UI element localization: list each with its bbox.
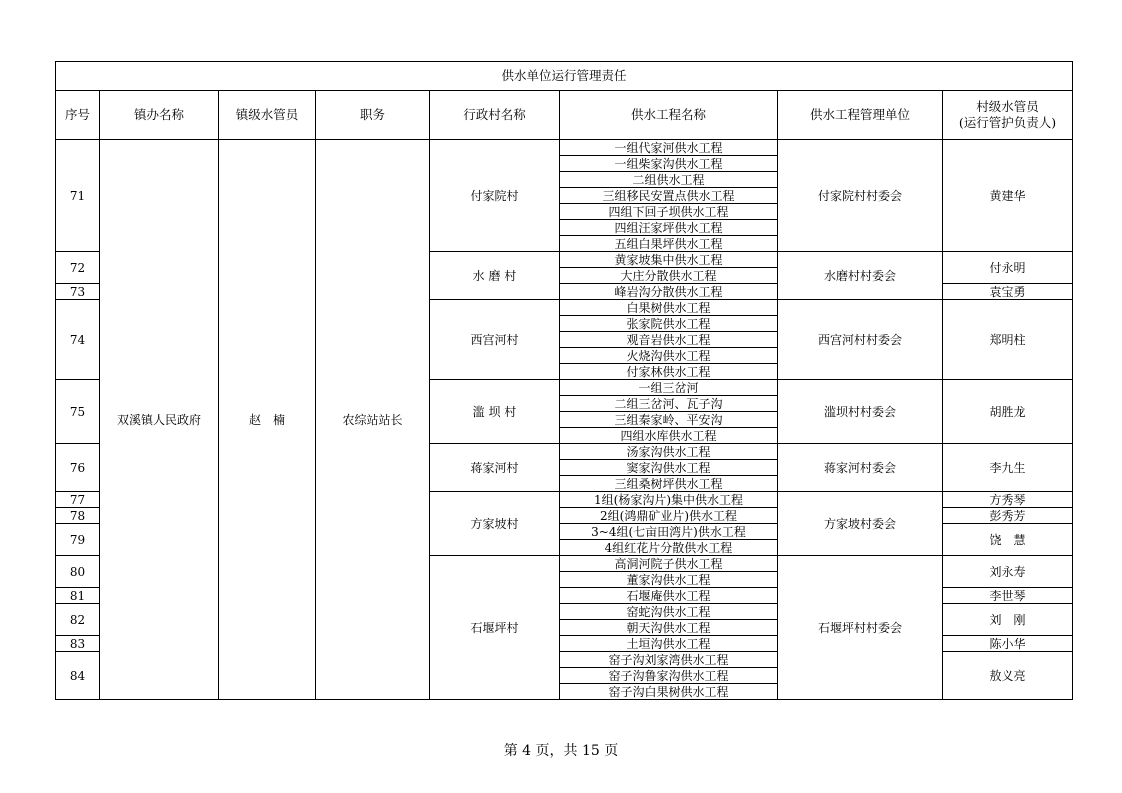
header-village-manager-line2: (运行管护负责人) xyxy=(958,115,1057,130)
project-cell: 1组(杨家沟片)集中供水工程 xyxy=(560,492,778,508)
village-cell: 方家坡村 xyxy=(430,492,560,556)
project-cell: 土垣沟供水工程 xyxy=(560,636,778,652)
project-cell: 窑子沟鲁家沟供水工程 xyxy=(560,668,778,684)
village-manager-cell: 郑明柱 xyxy=(943,300,1073,380)
seq-cell: 84 xyxy=(56,652,100,700)
project-cell: 窑子沟白果树供水工程 xyxy=(560,684,778,700)
project-cell: 窑蛇沟供水工程 xyxy=(560,604,778,620)
project-cell: 三组桑树坪供水工程 xyxy=(560,476,778,492)
project-cell: 窑子沟刘家湾供水工程 xyxy=(560,652,778,668)
project-cell: 付家林供水工程 xyxy=(560,364,778,380)
unit-cell: 石堰坪村村委会 xyxy=(778,556,943,700)
project-cell: 大庄分散供水工程 xyxy=(560,268,778,284)
seq-cell: 77 xyxy=(56,492,100,508)
seq-cell: 81 xyxy=(56,588,100,604)
project-cell: 四组水库供水工程 xyxy=(560,428,778,444)
town-manager-cell: 赵 楠 xyxy=(219,140,316,700)
project-cell: 三组移民安置点供水工程 xyxy=(560,188,778,204)
unit-cell: 水磨村村委会 xyxy=(778,252,943,300)
village-manager-cell: 袁宝勇 xyxy=(943,284,1073,300)
village-cell: 水 磨 村 xyxy=(430,252,560,300)
seq-cell: 72 xyxy=(56,252,100,284)
page-footer: 第 4 页，共 15 页 xyxy=(503,743,619,759)
seq-cell: 83 xyxy=(56,636,100,652)
town-name-cell: 双溪镇人民政府 xyxy=(100,140,219,700)
village-cell: 滥 坝 村 xyxy=(430,380,560,444)
water-supply-table xyxy=(55,61,1073,700)
project-cell: 观音岩供水工程 xyxy=(560,332,778,348)
seq-cell: 75 xyxy=(56,380,100,444)
project-cell: 四组汪家坪供水工程 xyxy=(560,220,778,236)
village-manager-cell: 胡胜龙 xyxy=(943,380,1073,444)
seq-cell: 71 xyxy=(56,140,100,252)
header-village-manager xyxy=(943,91,1073,140)
village-cell: 蒋家河村 xyxy=(430,444,560,492)
project-cell: 汤家沟供水工程 xyxy=(560,444,778,460)
unit-cell: 方家坡村委会 xyxy=(778,492,943,556)
position-cell: 农综站站长 xyxy=(316,140,430,700)
seq-cell: 79 xyxy=(56,524,100,556)
header-village-manager-line1: 村级水管员 xyxy=(976,99,1039,114)
unit-cell: 蒋家河村委会 xyxy=(778,444,943,492)
project-cell: 石堰庵供水工程 xyxy=(560,588,778,604)
seq-cell: 73 xyxy=(56,284,100,300)
project-cell: 一组柴家沟供水工程 xyxy=(560,156,778,172)
project-cell: 2组(鸿鼎矿业片)供水工程 xyxy=(560,508,778,524)
header-position: 职务 xyxy=(316,91,430,140)
header-seq: 序号 xyxy=(56,91,100,140)
header-town-manager: 镇级水管员 xyxy=(219,91,316,140)
project-cell: 朝天沟供水工程 xyxy=(560,620,778,636)
project-cell: 二组供水工程 xyxy=(560,172,778,188)
header-village: 行政村名称 xyxy=(430,91,560,140)
project-cell: 五组白果坪供水工程 xyxy=(560,236,778,252)
village-manager-cell: 刘永寿 xyxy=(943,556,1073,588)
village-manager-cell: 李世琴 xyxy=(943,588,1073,604)
project-cell: 一组三岔河 xyxy=(560,380,778,396)
village-manager-cell: 刘 刚 xyxy=(943,604,1073,636)
header-town: 镇办名称 xyxy=(100,91,219,140)
project-cell: 二组三岔河、瓦子沟 xyxy=(560,396,778,412)
seq-cell: 78 xyxy=(56,508,100,524)
unit-cell: 西宫河村村委会 xyxy=(778,300,943,380)
project-cell: 4组红花片分散供水工程 xyxy=(560,540,778,556)
project-cell: 窦家沟供水工程 xyxy=(560,460,778,476)
village-manager-cell: 李九生 xyxy=(943,444,1073,492)
project-cell: 一组代家河供水工程 xyxy=(560,140,778,156)
project-cell: 张家院供水工程 xyxy=(560,316,778,332)
project-cell: 3~4组(七亩田湾片)供水工程 xyxy=(560,524,778,540)
seq-cell: 80 xyxy=(56,556,100,588)
village-cell: 付家院村 xyxy=(430,140,560,252)
seq-cell: 76 xyxy=(56,444,100,492)
village-manager-cell: 敖义亮 xyxy=(943,652,1073,700)
project-cell: 三组秦家岭、平安沟 xyxy=(560,412,778,428)
header-unit: 供水工程管理单位 xyxy=(778,91,943,140)
seq-cell: 82 xyxy=(56,604,100,636)
project-cell: 高洞河院子供水工程 xyxy=(560,556,778,572)
village-cell: 石堰坪村 xyxy=(430,556,560,700)
project-cell: 峰岩沟分散供水工程 xyxy=(560,284,778,300)
village-manager-cell: 黄建华 xyxy=(943,140,1073,252)
project-cell: 火烧沟供水工程 xyxy=(560,348,778,364)
unit-cell: 滥坝村村委会 xyxy=(778,380,943,444)
project-cell: 白果树供水工程 xyxy=(560,300,778,316)
unit-cell: 付家院村村委会 xyxy=(778,140,943,252)
village-manager-cell: 饶 慧 xyxy=(943,524,1073,556)
village-manager-cell: 方秀琴 xyxy=(943,492,1073,508)
village-cell: 西宫河村 xyxy=(430,300,560,380)
village-manager-cell: 付永明 xyxy=(943,252,1073,284)
project-cell: 黄家坡集中供水工程 xyxy=(560,252,778,268)
village-manager-cell: 彭秀芳 xyxy=(943,508,1073,524)
seq-cell: 74 xyxy=(56,300,100,380)
project-cell: 四组下回子坝供水工程 xyxy=(560,204,778,220)
table-title: 供水单位运行管理责任 xyxy=(56,62,1073,91)
village-manager-cell: 陈小华 xyxy=(943,636,1073,652)
project-cell: 董家沟供水工程 xyxy=(560,572,778,588)
header-project: 供水工程名称 xyxy=(560,91,778,140)
